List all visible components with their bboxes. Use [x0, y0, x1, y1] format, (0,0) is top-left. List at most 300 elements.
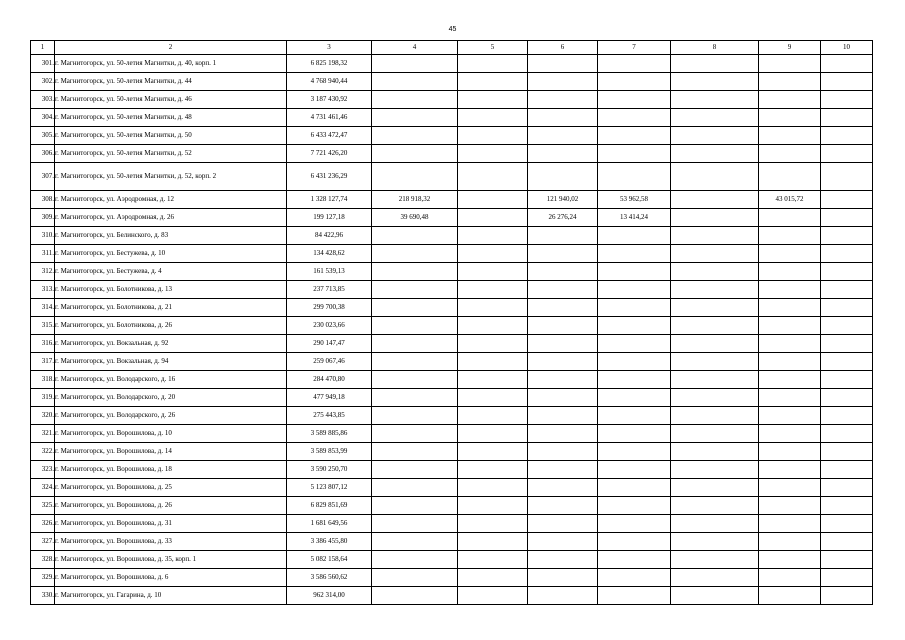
- table-row: [31, 227, 873, 245]
- cell-col-10: [821, 299, 873, 317]
- cell-col-6: [528, 497, 598, 515]
- cell-col-5: [458, 515, 528, 533]
- cell-col-7: [598, 127, 671, 145]
- cell-col-6: [528, 245, 598, 263]
- row-amount: 237 713,85: [287, 281, 372, 299]
- table-row: [31, 317, 873, 335]
- cell-col-8: [671, 299, 759, 317]
- row-amount: 5 123 807,12: [287, 479, 372, 497]
- table-row: [31, 127, 873, 145]
- cell-col-6: [528, 163, 598, 191]
- table-row: [31, 425, 873, 443]
- cell-col-6: [528, 55, 598, 73]
- cell-col-9: [759, 263, 821, 281]
- row-number: 312.: [31, 263, 55, 281]
- row-amount: 477 949,18: [287, 389, 372, 407]
- row-amount: 161 539,13: [287, 263, 372, 281]
- cell-col-7: [598, 461, 671, 479]
- row-address: г. Магнитогорск, ул. Вокзальная, д. 92: [55, 335, 287, 353]
- row-amount: 275 443,85: [287, 407, 372, 425]
- cell-col-4: [372, 371, 458, 389]
- cell-col-10: [821, 281, 873, 299]
- row-amount: 284 470,80: [287, 371, 372, 389]
- row-number: 301.: [31, 55, 55, 73]
- column-header: 7: [598, 41, 671, 55]
- cell-col-5: [458, 479, 528, 497]
- cell-col-7: [598, 479, 671, 497]
- cell-col-7: [598, 281, 671, 299]
- cell-col-6: [528, 551, 598, 569]
- cell-col-9: [759, 227, 821, 245]
- row-address: г. Магнитогорск, ул. Гагарина, д. 10: [55, 587, 287, 605]
- cell-col-9: [759, 73, 821, 91]
- cell-col-5: [458, 317, 528, 335]
- row-amount: 299 700,38: [287, 299, 372, 317]
- cell-col-6: [528, 407, 598, 425]
- cell-col-6: [528, 335, 598, 353]
- column-header: 8: [671, 41, 759, 55]
- cell-col-5: [458, 263, 528, 281]
- cell-col-8: [671, 443, 759, 461]
- cell-col-7: [598, 425, 671, 443]
- cell-col-10: [821, 461, 873, 479]
- row-address: г. Магнитогорск, ул. 50-летия Магнитки, д. 52, корп. 2: [55, 163, 287, 191]
- cell-col-10: [821, 91, 873, 109]
- cell-col-8: [671, 227, 759, 245]
- cell-col-8: [671, 497, 759, 515]
- cell-col-9: [759, 281, 821, 299]
- cell-col-10: [821, 163, 873, 191]
- column-header: 5: [458, 41, 528, 55]
- row-address: г. Магнитогорск, ул. Ворошилова, д. 35, корп. 1: [55, 551, 287, 569]
- cell-col-5: [458, 299, 528, 317]
- row-address: г. Магнитогорск, ул. Ворошилова, д. 33: [55, 533, 287, 551]
- cell-col-4: [372, 127, 458, 145]
- cell-col-10: [821, 209, 873, 227]
- row-number: 324.: [31, 479, 55, 497]
- cell-col-7: [598, 389, 671, 407]
- row-number: 329.: [31, 569, 55, 587]
- cell-col-4: [372, 227, 458, 245]
- cell-col-8: [671, 163, 759, 191]
- header-row: [31, 41, 873, 55]
- cell-col-7: [598, 245, 671, 263]
- row-address: г. Магнитогорск, ул. 50-летия Магнитки, д. 40, корп. 1: [55, 55, 287, 73]
- row-amount: 6 829 851,69: [287, 497, 372, 515]
- cell-col-6: [528, 569, 598, 587]
- table-row: [31, 353, 873, 371]
- cell-col-8: [671, 281, 759, 299]
- cell-col-4: [372, 55, 458, 73]
- table-row: [31, 569, 873, 587]
- data-table: [30, 40, 873, 605]
- cell-col-7: [598, 353, 671, 371]
- cell-col-8: [671, 533, 759, 551]
- row-amount: 4 731 461,46: [287, 109, 372, 127]
- row-number: 309.: [31, 209, 55, 227]
- row-number: 323.: [31, 461, 55, 479]
- column-header: 3: [287, 41, 372, 55]
- row-address: г. Магнитогорск, ул. Ворошилова, д. 14: [55, 443, 287, 461]
- cell-col-10: [821, 569, 873, 587]
- row-number: 321.: [31, 425, 55, 443]
- row-address: г. Магнитогорск, ул. 50-летия Магнитки, д. 52: [55, 145, 287, 163]
- row-address: г. Магнитогорск, ул. Болотникова, д. 26: [55, 317, 287, 335]
- table-row: [31, 281, 873, 299]
- cell-col-7: [598, 227, 671, 245]
- row-amount: 230 023,66: [287, 317, 372, 335]
- row-number: 316.: [31, 335, 55, 353]
- row-amount: 3 589 885,86: [287, 425, 372, 443]
- cell-col-5: [458, 389, 528, 407]
- row-number: 305.: [31, 127, 55, 145]
- cell-col-7: [598, 73, 671, 91]
- cell-col-8: [671, 145, 759, 163]
- row-number: 318.: [31, 371, 55, 389]
- cell-col-8: [671, 515, 759, 533]
- cell-col-10: [821, 425, 873, 443]
- cell-col-10: [821, 73, 873, 91]
- cell-col-6: [528, 461, 598, 479]
- table-row: [31, 335, 873, 353]
- row-address: г. Магнитогорск, ул. 50-летия Магнитки, д. 50: [55, 127, 287, 145]
- row-address: г. Магнитогорск, ул. Болотникова, д. 13: [55, 281, 287, 299]
- row-amount: 259 067,46: [287, 353, 372, 371]
- cell-col-6: 26 276,24: [528, 209, 598, 227]
- row-address: г. Магнитогорск, ул. Аэродромная, д. 26: [55, 209, 287, 227]
- cell-col-10: [821, 443, 873, 461]
- row-number: 310.: [31, 227, 55, 245]
- table-row: [31, 551, 873, 569]
- cell-col-4: 39 690,48: [372, 209, 458, 227]
- cell-col-4: [372, 497, 458, 515]
- cell-col-4: [372, 109, 458, 127]
- table-row: [31, 191, 873, 209]
- cell-col-8: [671, 425, 759, 443]
- cell-col-9: [759, 407, 821, 425]
- cell-col-10: [821, 127, 873, 145]
- cell-col-7: 13 414,24: [598, 209, 671, 227]
- cell-col-10: [821, 515, 873, 533]
- cell-col-6: [528, 371, 598, 389]
- cell-col-9: [759, 515, 821, 533]
- cell-col-8: [671, 407, 759, 425]
- row-amount: 3 187 430,92: [287, 91, 372, 109]
- cell-col-10: [821, 317, 873, 335]
- cell-col-6: [528, 443, 598, 461]
- cell-col-8: [671, 263, 759, 281]
- row-number: 307.: [31, 163, 55, 191]
- cell-col-6: [528, 281, 598, 299]
- cell-col-6: [528, 299, 598, 317]
- cell-col-5: [458, 91, 528, 109]
- row-amount: 290 147,47: [287, 335, 372, 353]
- row-address: г. Магнитогорск, ул. Болотникова, д. 21: [55, 299, 287, 317]
- cell-col-8: [671, 353, 759, 371]
- table-row: [31, 209, 873, 227]
- cell-col-4: [372, 533, 458, 551]
- table-body: [31, 55, 873, 605]
- table-row: [31, 533, 873, 551]
- cell-col-5: [458, 245, 528, 263]
- row-address: г. Магнитогорск, ул. Ворошилова, д. 6: [55, 569, 287, 587]
- cell-col-10: [821, 145, 873, 163]
- cell-col-6: [528, 145, 598, 163]
- cell-col-7: [598, 145, 671, 163]
- cell-col-7: [598, 497, 671, 515]
- cell-col-8: [671, 55, 759, 73]
- cell-col-9: [759, 163, 821, 191]
- cell-col-4: [372, 569, 458, 587]
- column-header: 10: [821, 41, 873, 55]
- row-number: 303.: [31, 91, 55, 109]
- cell-col-8: [671, 245, 759, 263]
- cell-col-9: [759, 209, 821, 227]
- row-number: 302.: [31, 73, 55, 91]
- cell-col-8: [671, 371, 759, 389]
- cell-col-8: [671, 569, 759, 587]
- cell-col-8: [671, 335, 759, 353]
- row-number: 315.: [31, 317, 55, 335]
- row-amount: 6 433 472,47: [287, 127, 372, 145]
- cell-col-6: [528, 263, 598, 281]
- cell-col-7: [598, 55, 671, 73]
- cell-col-6: [528, 479, 598, 497]
- cell-col-9: [759, 55, 821, 73]
- cell-col-4: [372, 353, 458, 371]
- cell-col-6: [528, 91, 598, 109]
- table-row: [31, 73, 873, 91]
- column-header: 6: [528, 41, 598, 55]
- row-address: г. Магнитогорск, ул. Ворошилова, д. 31: [55, 515, 287, 533]
- cell-col-10: [821, 353, 873, 371]
- row-number: 314.: [31, 299, 55, 317]
- cell-col-6: 121 940,02: [528, 191, 598, 209]
- cell-col-5: [458, 127, 528, 145]
- cell-col-5: [458, 109, 528, 127]
- cell-col-10: [821, 533, 873, 551]
- cell-col-8: [671, 551, 759, 569]
- cell-col-9: [759, 551, 821, 569]
- cell-col-10: [821, 191, 873, 209]
- row-address: г. Магнитогорск, ул. Ворошилова, д. 10: [55, 425, 287, 443]
- cell-col-7: [598, 317, 671, 335]
- table-row: [31, 245, 873, 263]
- cell-col-9: [759, 127, 821, 145]
- cell-col-7: [598, 109, 671, 127]
- cell-col-5: [458, 281, 528, 299]
- cell-col-5: [458, 145, 528, 163]
- row-address: г. Магнитогорск, ул. Володарского, д. 20: [55, 389, 287, 407]
- row-amount: 6 825 198,32: [287, 55, 372, 73]
- cell-col-6: [528, 587, 598, 605]
- cell-col-7: [598, 263, 671, 281]
- row-address: г. Магнитогорск, ул. 50-летия Магнитки, д. 46: [55, 91, 287, 109]
- table-row: [31, 407, 873, 425]
- cell-col-9: [759, 569, 821, 587]
- row-amount: 962 314,00: [287, 587, 372, 605]
- page-number: 45: [448, 26, 457, 33]
- cell-col-7: [598, 299, 671, 317]
- cell-col-10: [821, 263, 873, 281]
- cell-col-8: [671, 317, 759, 335]
- column-header: 2: [55, 41, 287, 55]
- cell-col-7: [598, 515, 671, 533]
- table-row: [31, 55, 873, 73]
- cell-col-6: [528, 227, 598, 245]
- cell-col-4: [372, 263, 458, 281]
- table-row: [31, 479, 873, 497]
- cell-col-6: [528, 73, 598, 91]
- row-address: г. Магнитогорск, ул. 50-летия Магнитки, д. 48: [55, 109, 287, 127]
- cell-col-5: [458, 73, 528, 91]
- row-number: 326.: [31, 515, 55, 533]
- cell-col-5: [458, 209, 528, 227]
- cell-col-4: [372, 145, 458, 163]
- row-address: г. Магнитогорск, ул. Вокзальная, д. 94: [55, 353, 287, 371]
- cell-col-10: [821, 371, 873, 389]
- row-amount: 1 328 127,74: [287, 191, 372, 209]
- cell-col-4: [372, 245, 458, 263]
- cell-col-5: [458, 425, 528, 443]
- cell-col-10: [821, 407, 873, 425]
- cell-col-5: [458, 551, 528, 569]
- cell-col-6: [528, 109, 598, 127]
- row-number: 311.: [31, 245, 55, 263]
- cell-col-7: 53 962,58: [598, 191, 671, 209]
- table-row: [31, 461, 873, 479]
- row-amount: 7 721 426,20: [287, 145, 372, 163]
- cell-col-6: [528, 127, 598, 145]
- cell-col-9: [759, 145, 821, 163]
- cell-col-9: [759, 109, 821, 127]
- row-amount: 199 127,18: [287, 209, 372, 227]
- cell-col-8: [671, 109, 759, 127]
- row-amount: 84 422,96: [287, 227, 372, 245]
- row-number: 313.: [31, 281, 55, 299]
- cell-col-8: [671, 127, 759, 145]
- cell-col-5: [458, 227, 528, 245]
- cell-col-5: [458, 335, 528, 353]
- cell-col-4: [372, 163, 458, 191]
- cell-col-9: [759, 479, 821, 497]
- cell-col-5: [458, 353, 528, 371]
- cell-col-7: [598, 91, 671, 109]
- cell-col-8: [671, 191, 759, 209]
- cell-col-5: [458, 497, 528, 515]
- cell-col-5: [458, 461, 528, 479]
- cell-col-7: [598, 569, 671, 587]
- row-number: 319.: [31, 389, 55, 407]
- cell-col-4: [372, 479, 458, 497]
- cell-col-4: [372, 335, 458, 353]
- table-row: [31, 587, 873, 605]
- cell-col-4: [372, 389, 458, 407]
- cell-col-9: [759, 497, 821, 515]
- cell-col-10: [821, 335, 873, 353]
- cell-col-8: [671, 479, 759, 497]
- cell-col-4: [372, 551, 458, 569]
- cell-col-6: [528, 533, 598, 551]
- cell-col-9: [759, 461, 821, 479]
- cell-col-7: [598, 407, 671, 425]
- table-row: [31, 263, 873, 281]
- row-address: г. Магнитогорск, ул. Ворошилова, д. 25: [55, 479, 287, 497]
- cell-col-4: [372, 587, 458, 605]
- row-address: г. Магнитогорск, ул. 50-летия Магнитки, д. 44: [55, 73, 287, 91]
- cell-col-5: [458, 55, 528, 73]
- table-row: [31, 371, 873, 389]
- cell-col-7: [598, 371, 671, 389]
- row-address: г. Магнитогорск, ул. Аэродромная, д. 12: [55, 191, 287, 209]
- table-row: [31, 163, 873, 191]
- cell-col-4: [372, 407, 458, 425]
- cell-col-5: [458, 533, 528, 551]
- cell-col-9: [759, 533, 821, 551]
- row-number: 320.: [31, 407, 55, 425]
- cell-col-8: [671, 389, 759, 407]
- row-amount: 4 768 940,44: [287, 73, 372, 91]
- cell-col-5: [458, 163, 528, 191]
- cell-col-9: [759, 353, 821, 371]
- cell-col-9: 43 015,72: [759, 191, 821, 209]
- cell-col-9: [759, 389, 821, 407]
- row-amount: 3 590 250,70: [287, 461, 372, 479]
- table-row: [31, 443, 873, 461]
- cell-col-6: [528, 425, 598, 443]
- table-row: [31, 497, 873, 515]
- row-address: г. Магнитогорск, ул. Ворошилова, д. 18: [55, 461, 287, 479]
- row-number: 308.: [31, 191, 55, 209]
- table-row: [31, 145, 873, 163]
- column-header: 1: [31, 41, 55, 55]
- cell-col-9: [759, 91, 821, 109]
- cell-col-4: [372, 317, 458, 335]
- cell-col-10: [821, 55, 873, 73]
- table-row: [31, 91, 873, 109]
- cell-col-5: [458, 587, 528, 605]
- row-number: 330.: [31, 587, 55, 605]
- cell-col-7: [598, 163, 671, 191]
- cell-col-4: [372, 461, 458, 479]
- row-number: 322.: [31, 443, 55, 461]
- table-row: [31, 109, 873, 127]
- cell-col-5: [458, 443, 528, 461]
- cell-col-6: [528, 353, 598, 371]
- row-number: 304.: [31, 109, 55, 127]
- row-amount: 3 586 560,62: [287, 569, 372, 587]
- cell-col-6: [528, 317, 598, 335]
- cell-col-4: [372, 443, 458, 461]
- cell-col-8: [671, 587, 759, 605]
- row-number: 306.: [31, 145, 55, 163]
- cell-col-8: [671, 73, 759, 91]
- cell-col-10: [821, 245, 873, 263]
- cell-col-7: [598, 443, 671, 461]
- cell-col-4: [372, 281, 458, 299]
- column-header: 9: [759, 41, 821, 55]
- table-row: [31, 515, 873, 533]
- row-address: г. Магнитогорск, ул. Бестужева, д. 4: [55, 263, 287, 281]
- cell-col-8: [671, 461, 759, 479]
- cell-col-4: [372, 425, 458, 443]
- row-address: г. Магнитогорск, ул. Ворошилова, д. 26: [55, 497, 287, 515]
- cell-col-9: [759, 371, 821, 389]
- cell-col-7: [598, 587, 671, 605]
- cell-col-5: [458, 191, 528, 209]
- cell-col-4: [372, 515, 458, 533]
- cell-col-7: [598, 335, 671, 353]
